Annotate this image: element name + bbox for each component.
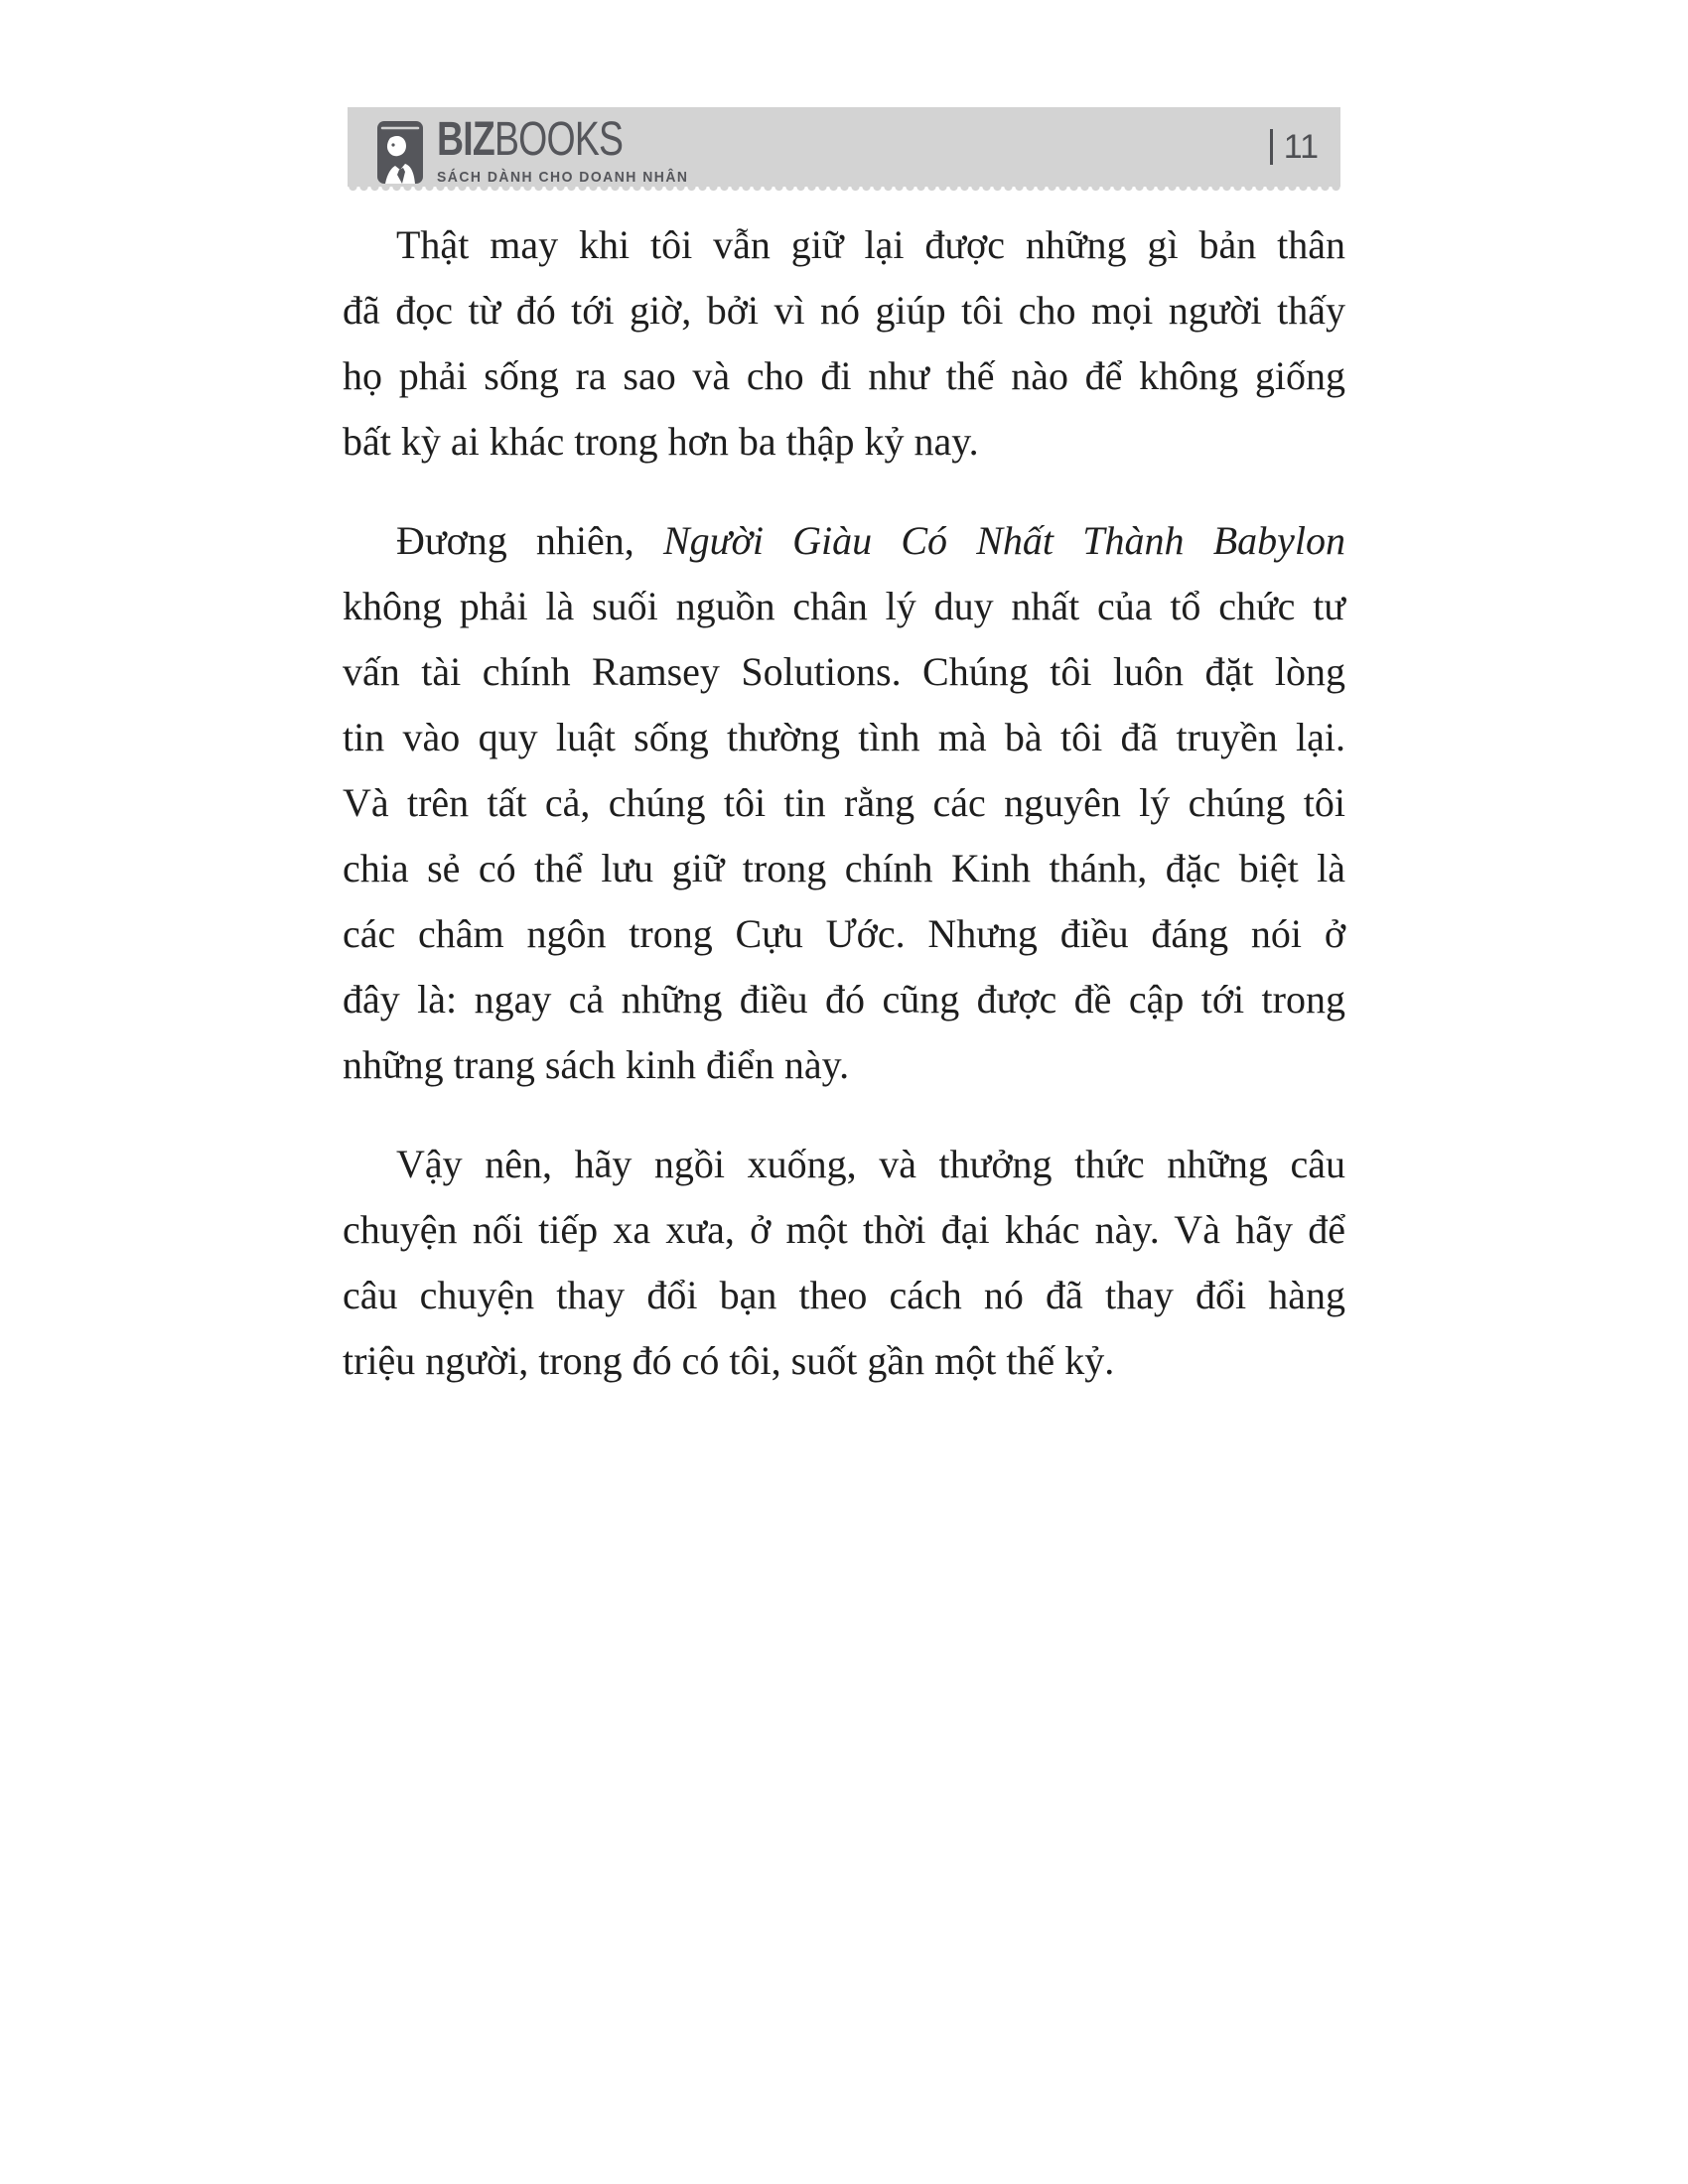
brand-name — [437, 113, 648, 166]
text-line: chuyện nối tiếp xa xưa, ở một thời đại khác này. Và hãy để — [343, 1207, 1345, 1252]
page-number-indicator — [1270, 129, 1319, 165]
brand-name-books: BOOKS — [493, 113, 624, 166]
page-number-divider — [1270, 129, 1273, 165]
paragraph-1 — [343, 212, 1345, 475]
text-line: Và trên tất cả, chúng tôi tin rằng các nguyên lý chúng tôi — [343, 780, 1345, 825]
text-line: bất kỳ ai khác trong hơn ba thập kỷ nay. — [343, 419, 979, 464]
text-line: đã đọc từ đó tới giờ, bởi vì nó giúp tôi cho mọi người thấy — [343, 288, 1345, 333]
text-line: vấn tài chính Ramsey Solutions. Chúng tôi luôn đặt lòng — [343, 649, 1345, 694]
text-line: những trang sách kinh điển này. — [343, 1042, 850, 1087]
book-title-italic: Người Giàu Có Nhất Thành Babylon — [663, 518, 1345, 563]
text-line: Thật may khi tôi vẫn giữ lại được những gì bản thân — [396, 222, 1345, 267]
paragraph-3 — [343, 1132, 1345, 1394]
bizbooks-logo — [348, 113, 708, 186]
header-band — [348, 107, 1340, 187]
text-line: đây là: ngay cả những điều đó cũng được đề cập tới trong — [343, 977, 1345, 1022]
body-text — [343, 212, 1345, 1428]
brand-name-biz: BIZ — [437, 113, 494, 166]
text-line: không phải là suối nguồn chân lý duy nhất của tổ chức tư — [343, 584, 1345, 628]
brand-block — [437, 113, 708, 186]
text-segment: Đương nhiên, — [396, 518, 663, 563]
page-number: 11 — [1283, 128, 1319, 166]
text-line: tin vào quy luật sống thường tình mà bà tôi đã truyền lại. — [343, 715, 1345, 759]
text-line: triệu người, trong đó có tôi, suốt gần một thế kỷ. — [343, 1338, 1115, 1383]
paragraph-2 — [343, 508, 1345, 1098]
text-line: Vậy nên, hãy ngồi xuống, và thưởng thức những câu — [396, 1142, 1345, 1186]
text-line: họ phải sống ra sao và cho đi như thế nào để không giống — [343, 353, 1345, 398]
text-line: các châm ngôn trong Cựu Ước. Nhưng điều đáng nói ở — [343, 911, 1345, 956]
text-line — [343, 508, 1345, 574]
bizbooks-book-man-icon — [377, 118, 423, 184]
brand-tagline: SÁCH DÀNH CHO DOANH NHÂN — [437, 169, 689, 186]
text-line: chia sẻ có thể lưu giữ trong chính Kinh thánh, đặc biệt là — [343, 846, 1345, 890]
text-line: câu chuyện thay đổi bạn theo cách nó đã thay đổi hàng — [343, 1273, 1345, 1317]
